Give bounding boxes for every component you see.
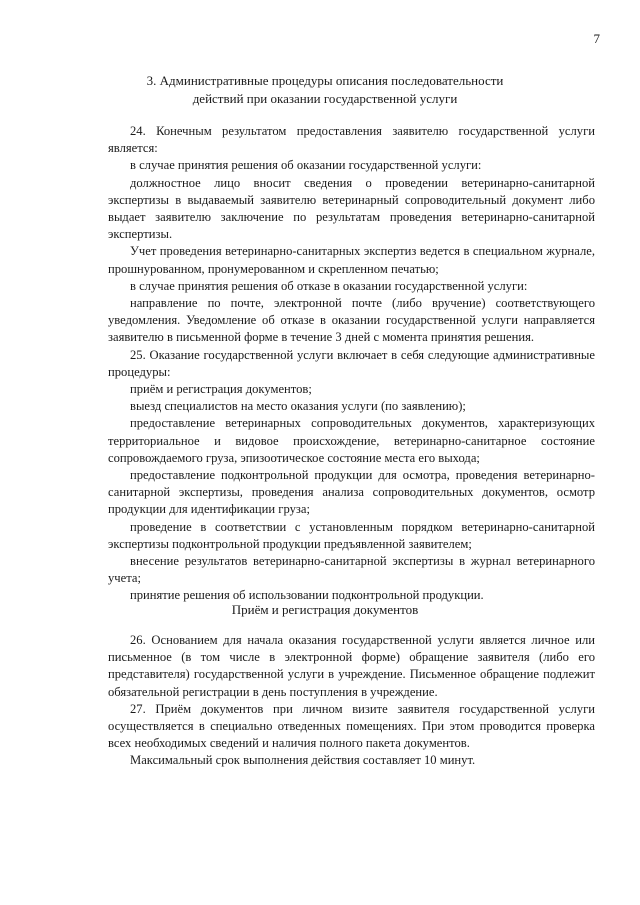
paragraph-26: 26. Основанием для начала оказания государственной услуги является личное или письменное (в том числе в электронной форме) обращение заявителя (либо его представителя) государственной услуги в учреждение. Письменное обращение подлежит обязательной регистрации в день поступления в учреждение. <box>108 633 595 699</box>
subheading-document-intake: Приём и регистрация документов <box>231 602 419 617</box>
section-heading-line-1: 3. Административные процедуры описания последовательности <box>146 73 504 88</box>
paragraph-25-intro: 25. Оказание государственной услуги включает в себя следующие административные процедуры: <box>108 347 595 379</box>
body-text-part-2 <box>108 632 595 770</box>
paragraph-official-records: должностное лицо вносит сведения о проведении ветеринарно-санитарной экспертизы в выдаваемый заявителю ветеринарный сопроводительный документ либо выдает заявителю заключение по результатам проведения ветеринарно-санитарной экспертизы. <box>108 175 595 242</box>
list-item: предоставление ветеринарных сопроводительных документов, характеризующих территориальное и видовое происхождение, ветеринарно-санитарное состояние сопровождаемого груза, эпизоотическое состояние места его выхода; <box>108 416 595 465</box>
paragraph-refusal-notice: направление по почте, электронной почте (либо вручение) соответствующего уведомления. Уведомление об отказе в оказании государственной услуги направляется заявителю в письменной форме в течение 3 дней с момента принятия решения. <box>108 296 595 345</box>
list-item: предоставление подконтрольной продукции для осмотра, проведения ветеринарно-санитарной экспертизы, проведения анализа сопроводительных документов, осмотр продукции для идентификации груза; <box>108 468 595 517</box>
section-heading-line-2: действий при оказании государственной услуги <box>192 90 458 106</box>
paragraph-27: 27. Приём документов при личном визите заявителя государственной услуги осуществляется в специально отведенных помещениях. При этом проводится проверка всех необходимых сведений и наличия полного пакета документов. <box>108 701 595 751</box>
paragraph-24-intro: 24. Конечным результатом предоставления заявителю государственной услуги является: <box>108 124 595 156</box>
section-heading <box>110 72 540 107</box>
paragraph-journal: Учет проведения ветеринарно-санитарных экспертиз ведется в специальном журнале, прошнурованном, пронумерованном и скрепленном печатью; <box>108 244 595 276</box>
paragraph-approval-case: в случае принятия решения об оказании государственной услуги: <box>130 158 482 173</box>
paragraph-max-time: Максимальный срок выполнения действия составляет 10 минут. <box>130 753 476 768</box>
list-item: выезд специалистов на место оказания услуги (по заявлению); <box>130 399 466 414</box>
page-number: 7 <box>593 31 600 46</box>
body-text-part-1 <box>108 123 595 605</box>
paragraph-refusal-case: в случае принятия решения об отказе в оказании государственной услуги: <box>130 278 528 293</box>
list-item: проведение в соответствии с установленным порядком ветеринарно-санитарной экспертизы подконтрольной продукции предъявленной заявителем; <box>108 519 595 551</box>
list-item: принятие решения об использовании подконтрольной продукции. <box>130 588 484 603</box>
list-item: приём и регистрация документов; <box>130 382 312 397</box>
list-item: внесение результатов ветеринарно-санитарной экспертизы в журнал ветеринарного учета; <box>108 554 595 586</box>
